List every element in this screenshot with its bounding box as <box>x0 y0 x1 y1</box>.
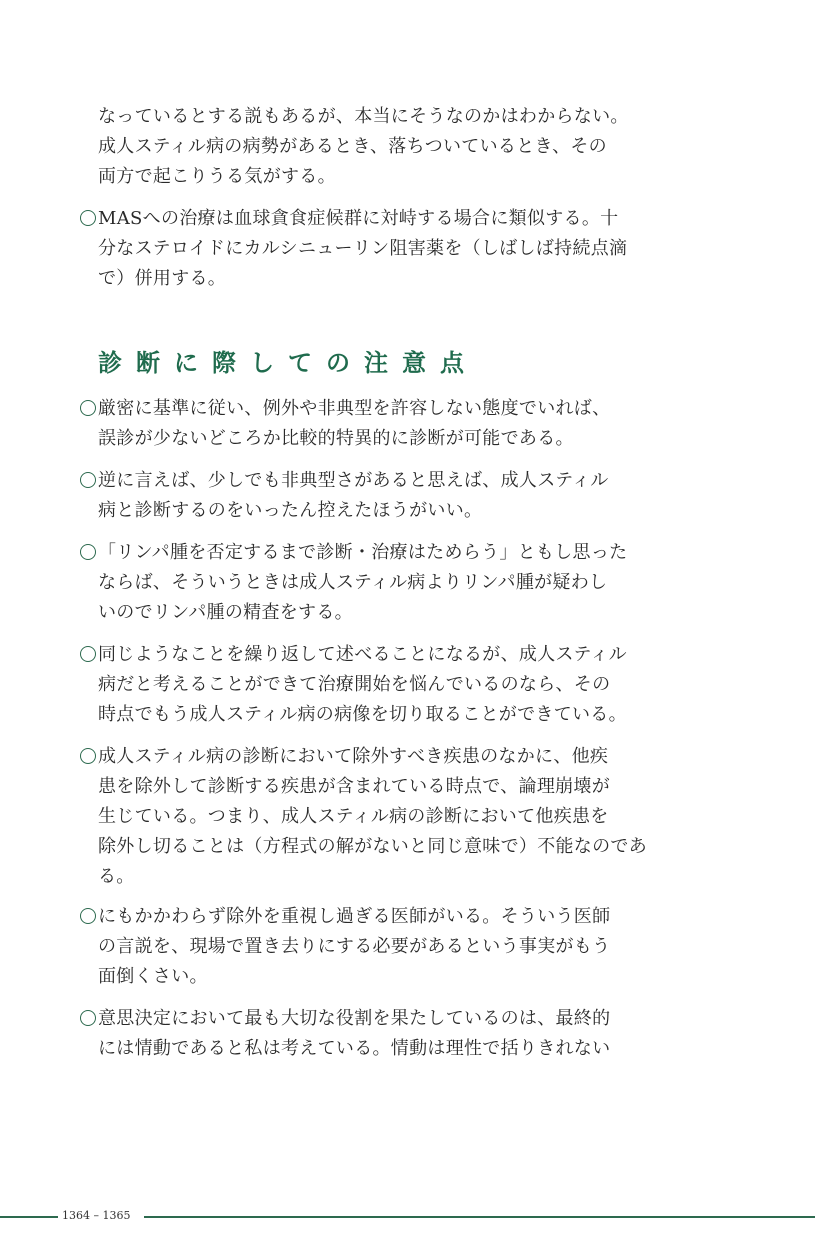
list-item <box>80 394 610 424</box>
list-item-text: 誤診が少ないどころか比較的特異的に診断が可能である。 <box>98 428 574 449</box>
footer-rule <box>144 1216 815 1218</box>
footer-rule <box>0 1216 58 1218</box>
list-item-text: 「リンパ腫を否定するまで診断・治療はためらう」ともし思った <box>98 542 628 563</box>
list-item-text: で）併用する。 <box>98 268 227 289</box>
list-item-text: 意思決定において最も大切な役割を果たしているのは、最終的 <box>98 1008 611 1029</box>
list-item-text: の言説を、現場で置き去りにする必要があるという事実がもう <box>98 936 611 957</box>
circle-bullet-icon <box>80 544 96 560</box>
list-item <box>80 902 610 932</box>
list-item-text: 時点でもう成人スティル病の病像を切り取ることができている。 <box>98 704 627 725</box>
list-item <box>80 204 618 234</box>
circle-bullet-icon <box>80 908 96 924</box>
circle-bullet-icon <box>80 400 96 416</box>
list-item-text: 成人スティル病の診断において除外すべき疾患のなかに、他疾 <box>98 746 609 767</box>
list-item <box>80 640 627 670</box>
circle-bullet-icon <box>80 748 96 764</box>
list-item-text: 同じようなことを繰り返して述べることになるが、成人スティル <box>98 644 627 665</box>
circle-bullet-icon <box>80 210 96 226</box>
list-item-text: 患を除外して診断する疾患が含まれている時点で、論理崩壊が <box>98 776 611 797</box>
intro-line: なっているとする説もあるが、本当にそうなのかはわからない。 <box>98 106 629 127</box>
list-item <box>80 742 608 772</box>
circle-bullet-icon <box>80 472 96 488</box>
list-item-text: ならば、そういうときは成人スティル病よりリンパ腫が疑わし <box>98 572 608 593</box>
list-item-text: 分なステロイドにカルシニューリン阻害薬を（しばしば持続点滴 <box>98 238 628 259</box>
intro-line: 両方で起こりうる気がする。 <box>98 166 336 187</box>
list-item-text: 生じている。つまり、成人スティル病の診断において他疾患を <box>98 806 609 827</box>
list-item <box>80 466 609 496</box>
list-item-text: 病だと考えることができて治療開始を悩んでいるのなら、その <box>98 674 611 695</box>
list-item-text: MASへの治療は血球貪食症候群に対峙する場合に類似する。十 <box>98 208 619 229</box>
list-item-text: 厳密に基準に従い、例外や非典型を許容しない態度でいれば、 <box>98 398 611 419</box>
list-item-text: 面倒くさい。 <box>98 966 208 987</box>
list-item-text: 除外し切ることは（方程式の解がないと同じ意味で）不能なのであ <box>98 836 647 857</box>
list-item-text: 逆に言えば、少しでも非典型さがあると思えば、成人スティル <box>98 470 609 491</box>
page-number: 1364 – 1365 <box>62 1209 131 1222</box>
intro-line: 成人スティル病の病勢があるとき、落ちついているとき、その <box>98 136 607 157</box>
list-item-text: いのでリンパ腫の精査をする。 <box>98 602 353 623</box>
circle-bullet-icon <box>80 646 96 662</box>
list-item-text: には情動であると私は考えている。情動は理性で括りきれない <box>98 1038 611 1059</box>
list-item-text: る。 <box>98 866 135 887</box>
circle-bullet-icon <box>80 1010 96 1026</box>
list-item <box>80 538 627 568</box>
list-item-text: 病と診断するのをいったん控えたほうがいい。 <box>98 500 483 521</box>
list-item-text: にもかかわらず除外を重視し過ぎる医師がいる。そういう医師 <box>98 906 611 927</box>
list-item <box>80 1004 610 1034</box>
section-heading: 診断に際しての注意点 <box>98 348 478 377</box>
